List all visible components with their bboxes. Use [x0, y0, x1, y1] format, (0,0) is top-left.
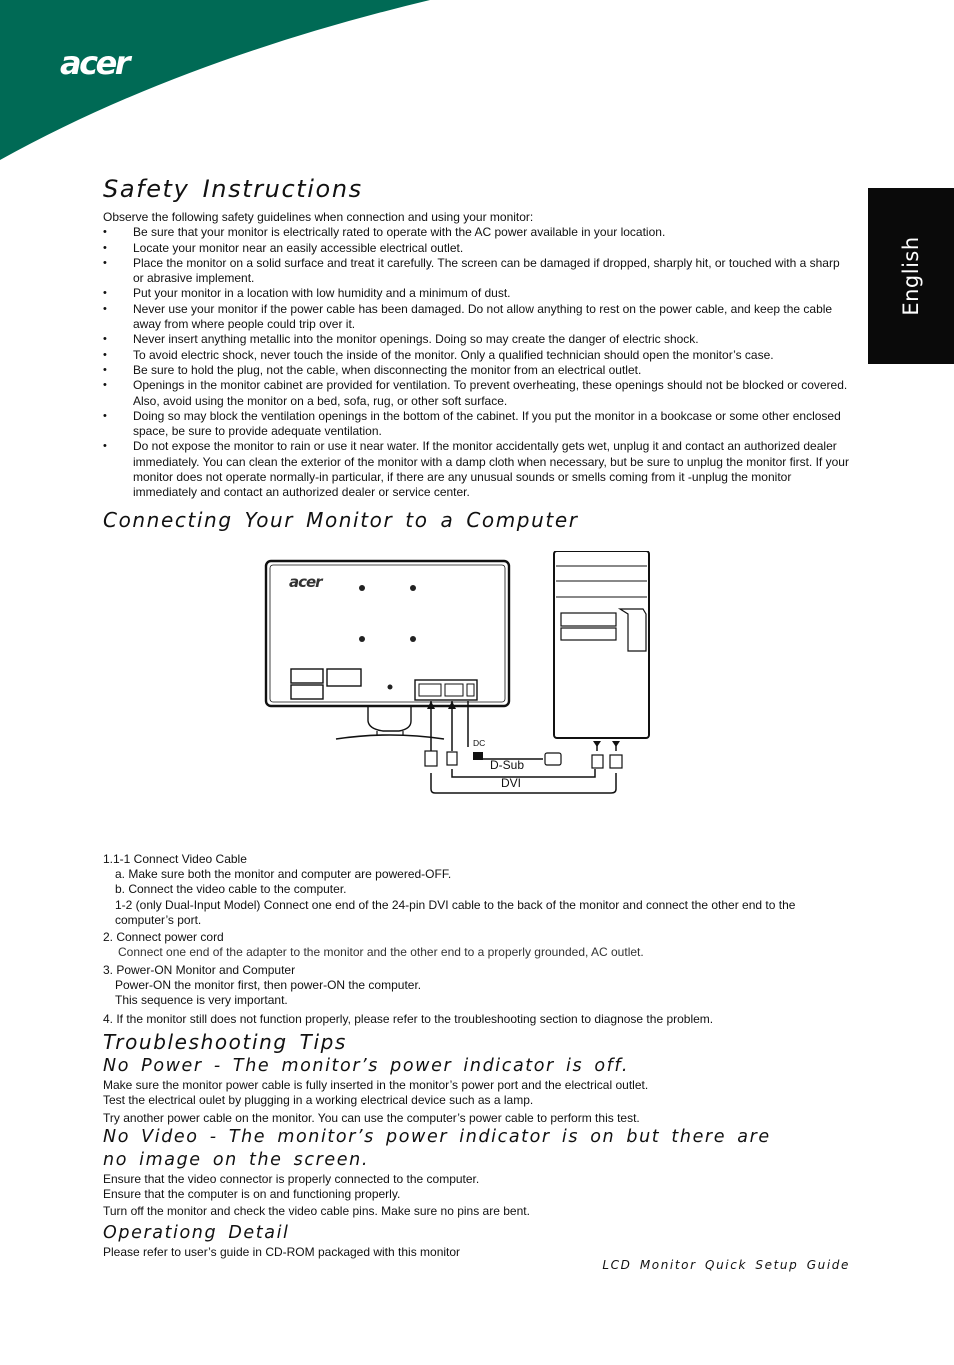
- safety-item: • Be sure that your monitor is electrically rated to operate with the AC power available in your location.: [103, 225, 853, 240]
- page-content: [103, 172, 853, 1260]
- no-power-line: Try another power cable on the monitor. You can use the computer’s power cable to perform this test.: [103, 1110, 640, 1125]
- safety-item: • Place the monitor on a solid surface and treat it carefully. The screen can be damaged if dropped, sharply hit, or touched with a sharp or abrasive implement.: [103, 256, 853, 287]
- language-label: English: [899, 236, 923, 316]
- monitor-logo: acer: [289, 572, 322, 591]
- no-video-line: Ensure that the video connector is properly connected to the computer.: [103, 1171, 480, 1186]
- no-video-line: Ensure that the computer is on and functioning properly.: [103, 1187, 401, 1202]
- step-2: 2. Connect power cord: [103, 930, 224, 945]
- step-1a: a. Make sure both the monitor and computer are powered-OFF.: [115, 866, 452, 881]
- language-tab: [868, 188, 954, 364]
- footer-guide-title: LCD Monitor Quick Setup Guide: [602, 1258, 850, 1272]
- troubleshooting-title: Troubleshooting Tips: [103, 1029, 347, 1054]
- safety-intro: Observe the following safety guidelines when connection and using your monitor:: [103, 210, 534, 224]
- dc-label: DC: [473, 737, 486, 748]
- step-3b: This sequence is very important.: [115, 993, 288, 1008]
- safety-item: • Never insert anything metallic into the monitor openings. Doing so may create the danger of electric shock.: [103, 332, 853, 347]
- dvi-label: DVI: [501, 775, 522, 790]
- no-power-title: No Power - The monitor’s power indicator is off.: [103, 1055, 630, 1076]
- operating-text: Please refer to user’s guide in CD-ROM packaged with this monitor: [103, 1244, 461, 1259]
- safety-list: [103, 225, 853, 500]
- connection-diagram: [103, 539, 853, 844]
- svg-text:acer: acer: [60, 44, 129, 80]
- acer-logo: [58, 44, 144, 80]
- safety-item: • Doing so may block the ventilation openings in the bottom of the cabinet. If you put the monitor in a bookcase or some other enclosed space, be sure to provide adequate ventilation.: [103, 409, 853, 440]
- step-3: 3. Power-ON Monitor and Computer: [103, 962, 296, 977]
- no-power-line: Test the electrical oulet by plugging in a working electrical device such as a lamp.: [103, 1093, 534, 1108]
- no-power-line: Make sure the monitor power cable is fully inserted in the monitor’s power port and the electrical outlet.: [103, 1077, 649, 1092]
- step-1: 1.1-1 Connect Video Cable: [103, 851, 247, 866]
- step-2a: Connect one end of the adapter to the monitor and the other end to a properly grounded, AC outlet.: [118, 945, 644, 960]
- safety-item: • Put your monitor in a location with low humidity and a minimum of dust.: [103, 286, 853, 301]
- no-video-line: Turn off the monitor and check the video cable pins. Make sure no pins are bent.: [103, 1204, 530, 1219]
- safety-item: • Never use your monitor if the power cable has been damaged. Do not allow anything to rest on the power cable, and keep the cable away from where people could trip over it.: [103, 302, 853, 333]
- step-4: 4. If the monitor still does not function properly, please refer to the troubleshooting section to diagnose the problem.: [103, 1011, 714, 1026]
- setup-steps: [103, 852, 853, 1027]
- computer-tower-illustration: [554, 551, 649, 738]
- step-1b: b. Connect the video cable to the computer.: [115, 882, 347, 897]
- safety-item: • To avoid electric shock, never touch the inside of the monitor. Only a qualified technician should open the monitor’s case.: [103, 348, 853, 363]
- step-1c: 1-2 (only Dual-Input Model) Connect one end of the 24-pin DVI cable to the back of the monitor and connect the other end to the computer’s port.: [115, 897, 796, 927]
- step-3a: Power-ON the monitor first, then power-ON the computer.: [115, 978, 422, 993]
- connection-diagram-graphic: [261, 551, 671, 841]
- safety-title: Safety Instructions: [103, 175, 363, 203]
- header-corner-graphic: [0, 0, 440, 170]
- dsub-label: D-Sub: [490, 757, 525, 772]
- safety-item: • Openings in the monitor cabinet are provided for ventilation. To prevent overheating, these openings should not be blocked or covered. Also, avoid using the monitor on a bed, sofa, rug, or other soft surface.: [103, 378, 853, 409]
- safety-item: • Locate your monitor near an easily accessible electrical outlet.: [103, 241, 853, 256]
- operating-title: Operationg Detail: [103, 1222, 290, 1243]
- no-video-title: No Video - The monitor’s power indicator is on but there are no image on the screen.: [103, 1126, 771, 1170]
- safety-item: • Be sure to hold the plug, not the cable, when disconnecting the monitor from an electrical outlet.: [103, 363, 853, 378]
- safety-item: • Do not expose the monitor to rain or use it near water. If the monitor accidentally gets wet, unplug it and contact an authorized dealer immediately. You can clean the exterior of the monitor with a damp cloth when necessary, but be sure to unplug the monitor first. If your monitor does not operate normally-in particular, if there are any unusual sounds or smells coming from it -unplug the monitor immediately and contact an authorized dealer or service center.: [103, 439, 853, 500]
- connecting-title: Connecting Your Monitor to a Computer: [103, 507, 579, 532]
